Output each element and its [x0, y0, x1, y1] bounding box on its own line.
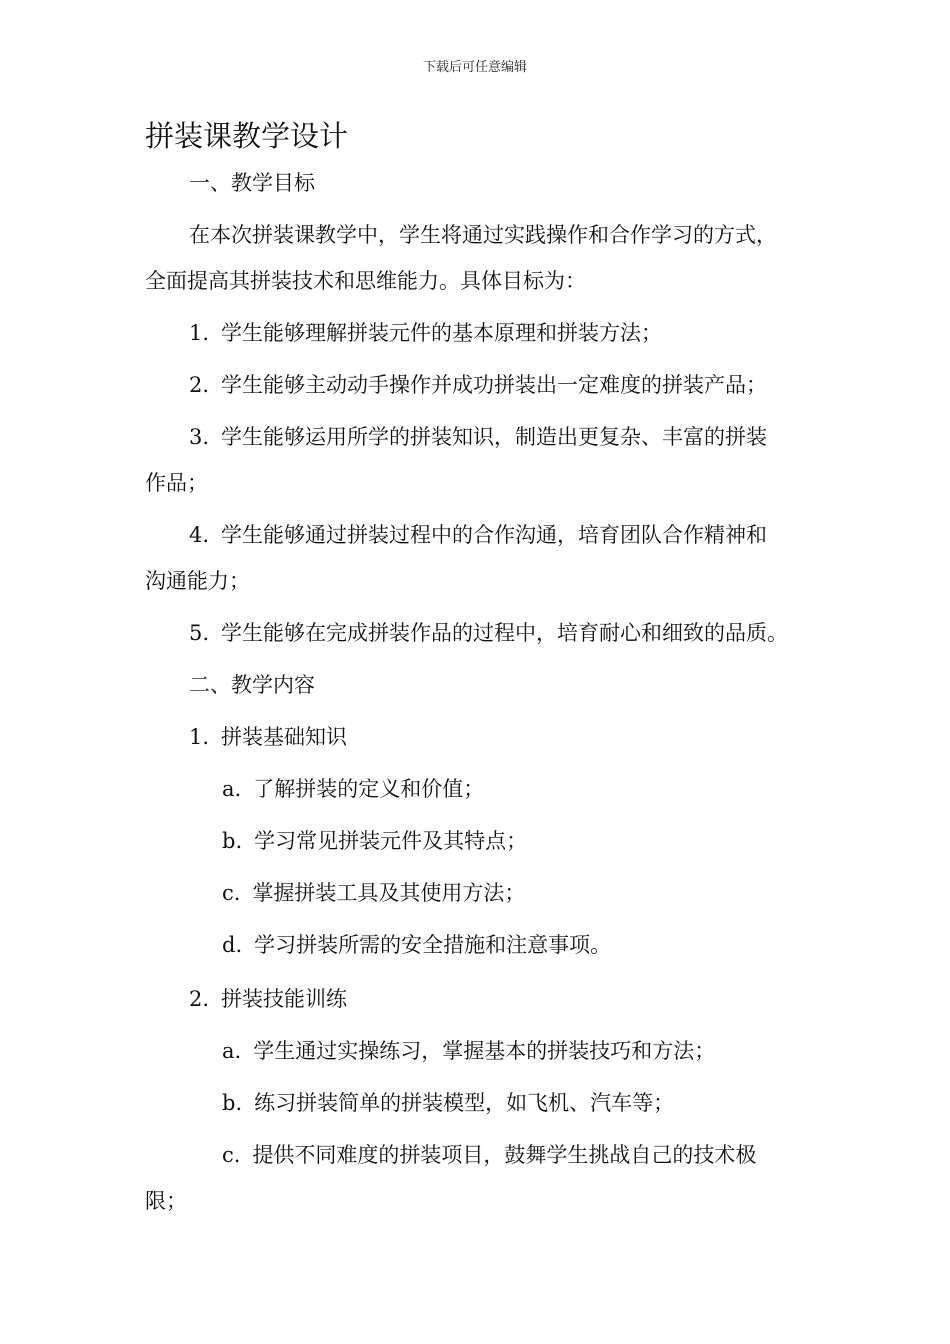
content-part-2-title — [189, 976, 347, 1022]
content-part-2-item-c — [222, 1132, 756, 1178]
goal-item-2 — [189, 362, 767, 408]
goal-item-5 — [189, 610, 788, 656]
content-part-1-item-b — [222, 818, 527, 864]
list-item-text: 掌握拼装工具及其使用方法； — [252, 881, 526, 905]
list-letter: b. — [222, 829, 243, 853]
list-number: 4. — [189, 523, 210, 547]
section-heading-goals: 一、教学目标 — [189, 171, 315, 195]
list-item-text: 学习拼装所需的安全措施和注意事项。 — [254, 933, 612, 957]
content-part-1-item-a — [222, 766, 484, 812]
list-number: 2. — [189, 373, 210, 397]
list-number: 3. — [189, 425, 210, 449]
list-letter: a. — [222, 1039, 242, 1063]
list-item-text: 练习拼装简单的拼装模型，如飞机、汽车等； — [254, 1091, 675, 1115]
list-number: 1. — [189, 321, 210, 345]
list-item-text: 学生能够理解拼装元件的基本原理和拼装方法； — [221, 321, 663, 345]
list-letter: c. — [222, 881, 241, 905]
goal-item-4-continuation: 沟通能力； — [145, 569, 250, 593]
list-item-text: 提供不同难度的拼装项目，鼓舞学生挑战自己的技术极 — [252, 1143, 757, 1167]
content-part-1-item-d — [222, 922, 611, 968]
content-part-1-title — [189, 714, 347, 760]
list-letter: b. — [222, 1091, 243, 1115]
list-item-text: 学生能够在完成拼装作品的过程中，培育耐心和细致的品质。 — [221, 621, 789, 645]
goal-item-1 — [189, 310, 662, 356]
list-number: 2. — [189, 987, 210, 1011]
list-item-text: 学生能够主动动手操作并成功拼装出一定难度的拼装产品； — [221, 373, 768, 397]
list-number: 1. — [189, 725, 210, 749]
list-item-text: 学生通过实操练习，掌握基本的拼装技巧和方法； — [253, 1039, 716, 1063]
list-item-text: 拼装技能训练 — [221, 987, 348, 1011]
list-letter: a. — [222, 777, 242, 801]
content-part-1-item-c — [222, 870, 525, 916]
document-title: 拼装课教学设计 — [145, 119, 349, 153]
header-note: 下载后可任意编辑 — [422, 60, 527, 75]
content-part-2-item-c-continuation: 限； — [145, 1189, 187, 1213]
goal-item-4 — [189, 512, 767, 558]
list-item-text: 拼装基础知识 — [221, 725, 348, 749]
section-heading-content: 二、教学内容 — [189, 673, 315, 697]
list-item-text: 了解拼装的定义和价值； — [253, 777, 485, 801]
content-part-2-item-a — [222, 1028, 715, 1074]
list-letter: d. — [222, 933, 243, 957]
list-number: 5. — [189, 621, 210, 645]
goal-item-3 — [189, 414, 767, 460]
paragraph-intro-line-2: 全面提高其拼装技术和思维能力。具体目标为： — [145, 269, 586, 293]
list-item-text: 学习常见拼装元件及其特点； — [254, 829, 528, 853]
content-part-2-item-b — [222, 1080, 674, 1126]
list-item-text: 学生能够通过拼装过程中的合作沟通，培育团队合作精神和 — [221, 523, 768, 547]
goal-item-3-continuation: 作品； — [145, 471, 208, 495]
paragraph-intro-line-1: 在本次拼装课教学中，学生将通过实践操作和合作学习的方式， — [189, 223, 777, 247]
list-letter: c. — [222, 1143, 241, 1167]
list-item-text: 学生能够运用所学的拼装知识，制造出更复杂、丰富的拼装 — [221, 425, 768, 449]
